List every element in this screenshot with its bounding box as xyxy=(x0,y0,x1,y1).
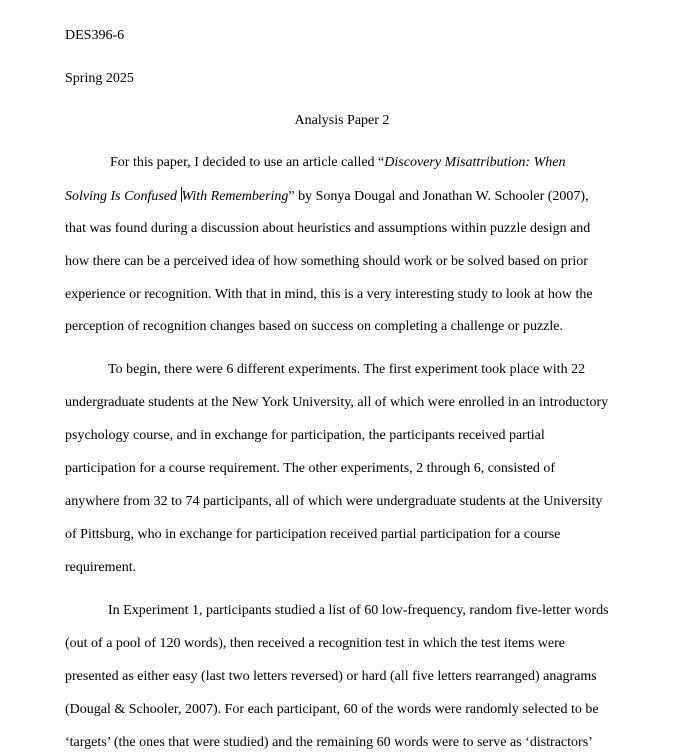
paragraph-1-line-6: perception of recognition changes based on success on completing a challenge or puzzle. xyxy=(65,319,563,334)
course-code: DES396-6 xyxy=(65,28,125,43)
paper-title: Analysis Paper 2 xyxy=(294,113,390,128)
paragraph-2-line-1: To begin, there were 6 different experiments. The first experiment took place with 22 xyxy=(108,362,586,377)
paragraph-1-line-2: Solving Is Confused With Remembering” by Sonya Dougal and Jonathan W. Schooler (2007), xyxy=(65,189,589,204)
term: Spring 2025 xyxy=(65,71,134,86)
paragraph-3-line-1: In Experiment 1, participants studied a list of 60 low-frequency, random five-letter words xyxy=(108,603,609,618)
paragraph-2-line-6: of Pittsburg, who in exchange for participation received partial participation for a course xyxy=(65,527,561,542)
paragraph-3-line-5: ‘targets’ (the ones that were studied) and the remaining 60 words were to serve as ‘distractors’ xyxy=(65,735,593,750)
paragraph-1-line-3: that was found during a discussion about heuristics and assumptions within puzzle design and xyxy=(65,221,591,236)
paragraph-3-line-3: presented as either easy (last two letters reversed) or hard (all five letters rearranged) anagrams xyxy=(65,669,597,684)
paragraph-1-line-4: how there can be a perceived idea of how something should work or be solved based on prior xyxy=(65,254,588,269)
paragraph-2-line-4: participation for a course requirement. The other experiments, 2 through 6, consisted of xyxy=(65,461,555,476)
paragraph-3-line-4: (Dougal & Schooler, 2007). For each participant, 60 of the words were randomly selected to be xyxy=(65,702,599,717)
paragraph-2-line-7: requirement. xyxy=(65,560,137,575)
paragraph-1-line-5: experience or recognition. With that in mind, this is a very interesting study to look at how the xyxy=(65,287,593,302)
paragraph-2-line-2: undergraduate students at the New York University, all of which were enrolled in an introductory xyxy=(65,395,609,410)
paragraph-3-line-2: (out of a pool of 120 words), then received a recognition test in which the test items were xyxy=(65,636,565,651)
paragraph-1-line-1: For this paper, I decided to use an article called “Discovery Misattribution: When xyxy=(110,155,566,170)
paragraph-2-line-5: anywhere from 32 to 74 participants, all of which were undergraduate students at the University xyxy=(65,494,603,509)
paragraph-2-line-3: psychology course, and in exchange for participation, the participants received partial xyxy=(65,428,545,443)
